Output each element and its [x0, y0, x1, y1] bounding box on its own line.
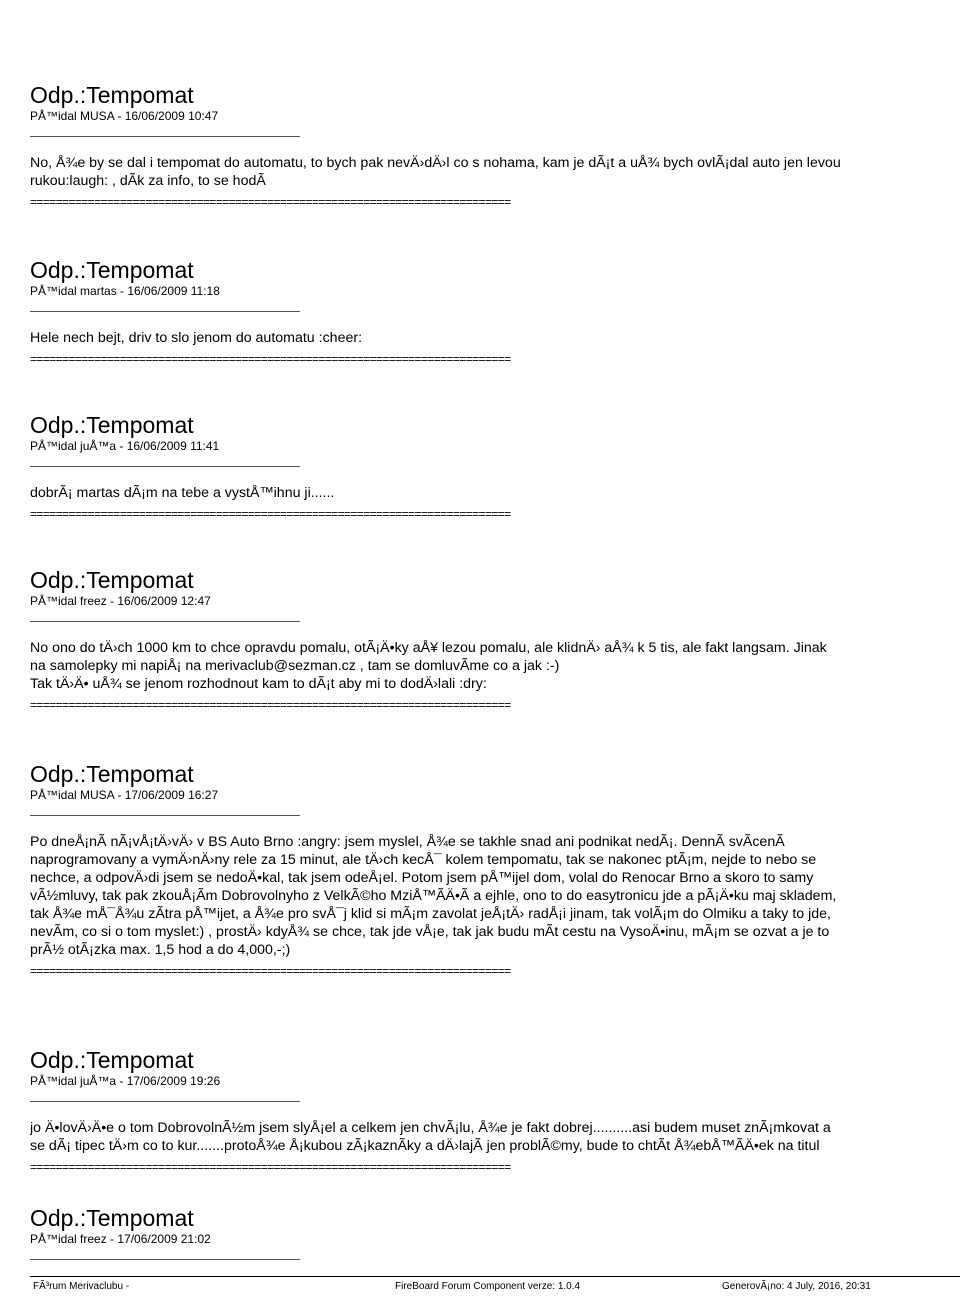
post-body-line: No ono do tÄ›ch 1000 km to chce opravdu pomalu, otÃ¡Ä•ky aÅ¥ lezou pomalu, ale klidnÄ› aÅ¾ k 5 tis, ale fakt langsam. Jinak	[30, 640, 827, 656]
post-body-line: nechce, a odpovÄ›di jsem se nedoÄ•kal, tak jsem odeÅ¡el. Potom jsem pÅ™ijel dom, volal do Renocar Brno a skoro to samy	[30, 870, 814, 886]
post-separator: ===========================================================================	[30, 698, 511, 712]
post-body-line: dobrÃ¡ martas dÃ¡m na tebe a vystÅ™ihnu ji......	[30, 485, 335, 501]
post-body	[30, 484, 960, 502]
post-title: Odp.:Tempomat	[30, 567, 194, 593]
post-body-line: rukou:laugh: , dÃk za info, to se hodÃ	[30, 173, 266, 189]
post-divider	[30, 815, 300, 816]
post-separator: ===========================================================================	[30, 964, 511, 978]
footer-component-version: FireBoard Forum Component verze: 1.0.4	[395, 1281, 581, 1292]
post-body	[30, 329, 960, 347]
page-footer	[30, 1276, 960, 1298]
post-title: Odp.:Tempomat	[30, 761, 194, 787]
post-divider	[30, 311, 300, 312]
post-body	[30, 639, 960, 693]
post-body-line: prÃ½ otÃ¡zka max. 1,5 hod a do 4,000,-;)	[30, 942, 291, 958]
post-author-date: PÅ™idal freez - 16/06/2009 12:47	[30, 594, 211, 608]
post-separator: ===========================================================================	[30, 1160, 511, 1174]
post-title: Odp.:Tempomat	[30, 1047, 194, 1073]
forum-post	[30, 761, 960, 978]
forum-post	[30, 257, 960, 366]
forum-post	[30, 412, 960, 521]
post-body-line: na samolepky mi napiÅ¡ na merivaclub@sezman.cz , tam se domluvÃme co a jak :-)	[30, 658, 560, 674]
post-author-date: PÅ™idal juÅ™a - 16/06/2009 11:41	[30, 439, 220, 453]
footer-forum-name: FÃ³rum Merivaclubu -	[33, 1281, 130, 1292]
post-separator: ===========================================================================	[30, 507, 511, 521]
post-divider	[30, 621, 300, 622]
post-body-line: jo Ä•lovÄ›Ä•e o tom DobrovolnÃ½m jsem slyÅ¡el a celkem jen chvÃ¡lu, Å¾e je fakt dobrej..........asi budem muset znÃ¡mkovat a	[30, 1120, 831, 1136]
post-divider	[30, 136, 300, 137]
forum-post	[30, 1047, 960, 1174]
post-separator: ===========================================================================	[30, 352, 511, 366]
post-body-line: se dÃ¡ tipec tÄ›m co to kur.......protoÅ¾e Å¡kubou zÃ¡kaznÃky a dÄ›lajÃ jen problÃ©my, bude to chtÃt Å¾ebÅ™ÃÄ•ek na titul	[30, 1138, 820, 1154]
post-title: Odp.:Tempomat	[30, 412, 194, 438]
post-body-line: tak Å¾e mÅ¯Å¾u zÃtra pÅ™ijet, a Å¾e pro svÅ¯j klid si mÃ¡m zavolat jeÅ¡tÄ› radÅ¡i jinam, tak volÃ¡m do Olmiku a taky to jde,	[30, 906, 831, 922]
post-divider	[30, 1259, 300, 1260]
post-author-date: PÅ™idal MUSA - 16/06/2009 10:47	[30, 109, 219, 123]
post-author-date: PÅ™idal freez - 17/06/2009 21:02	[30, 1232, 211, 1246]
post-author-date: PÅ™idal MUSA - 17/06/2009 16:27	[30, 788, 219, 802]
footer-generated-date: GenerovÃ¡no: 4 July, 2016, 20:31	[722, 1281, 871, 1292]
post-author-date: PÅ™idal martas - 16/06/2009 11:18	[30, 284, 220, 298]
post-separator: ===========================================================================	[30, 195, 511, 209]
forum-post	[30, 1205, 960, 1260]
post-title: Odp.:Tempomat	[30, 257, 194, 283]
post-body-line: Po dneÅ¡nÃ nÃ¡vÅ¡tÄ›vÄ› v BS Auto Brno :angry: jsem myslel, Å¾e se takhle snad ani podnikat nedÃ¡. DennÃ svÃcenÃ	[30, 834, 785, 850]
post-body-line: Tak tÄ›Ä• uÅ¾ se jenom rozhodnout kam to dÃ¡t aby mi to dodÄ›lali :dry:	[30, 676, 487, 692]
post-divider	[30, 1101, 300, 1102]
post-author-date: PÅ™idal juÅ™a - 17/06/2009 19:26	[30, 1074, 221, 1088]
post-body-line: naprogramovany a vymÄ›nÄ›ny rele za 15 minut, ale tÄ›ch kecÅ¯ kolem tempomatu, tak se nakonec ptÃ¡m, nejde to nebo se	[30, 852, 817, 868]
post-body-line: Hele nech bejt, driv to slo jenom do automatu :cheer:	[30, 330, 363, 346]
post-body-line: vÃ½mluvy, tak pak zkouÅ¡Ãm Dobrovolnyho z VelkÃ©ho MziÅ™ÃÄ•Ã a ejhle, ono to do easytronicu jde a pÃ¡Ä•ku maj skladem,	[30, 888, 837, 904]
post-body	[30, 833, 960, 959]
post-body	[30, 154, 960, 190]
forum-post	[30, 82, 960, 209]
post-body-line: No, Å¾e by se dal i tempomat do automatu, to bych pak nevÄ›dÄ›l co s nohama, kam je dÃ¡t a uÅ¾ bych ovlÃ¡dal auto jen levou	[30, 155, 841, 171]
post-body	[30, 1119, 960, 1155]
post-body-line: nevÃm, co si o tom myslet:) , prostÄ› kdyÅ¾ se chce, tak jde vÅ¡e, tak jak budu mÃt cestu na VysoÄ•inu, mÃ¡m se ozvat a je to	[30, 924, 830, 940]
forum-post	[30, 567, 960, 712]
post-divider	[30, 466, 300, 467]
post-title: Odp.:Tempomat	[30, 1205, 194, 1231]
post-title: Odp.:Tempomat	[30, 82, 194, 108]
